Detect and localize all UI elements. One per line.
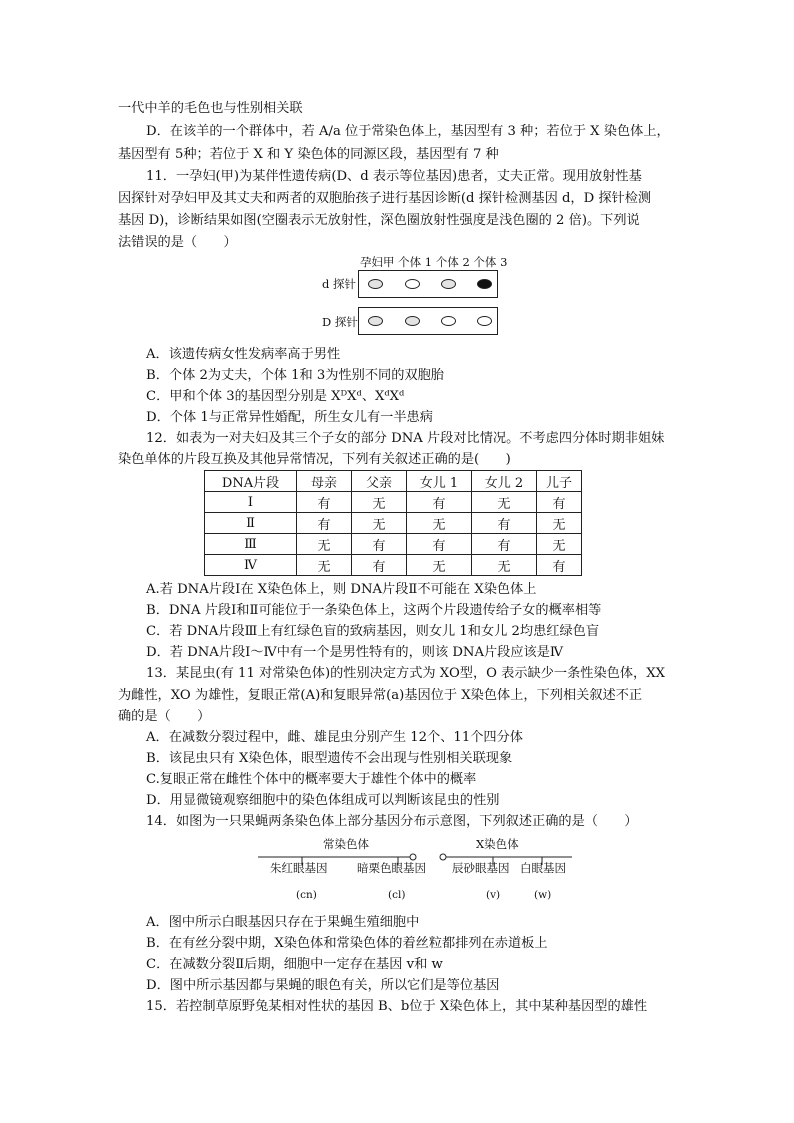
dna-fragment-table: [204, 470, 582, 576]
question-11-stem: 11．一孕妇(甲)为某伴性遗传病(D、d 表示等位基因)患者，丈夫正常。现用放射性基: [146, 169, 642, 184]
table-cell: 有: [407, 534, 472, 555]
table-cell: 有: [472, 513, 537, 534]
D-probe-spot: [368, 316, 383, 326]
gene-cl-symbol: (cl): [388, 889, 406, 901]
probe-header: 孕妇甲 个体 1 个体 2 个体 3: [360, 255, 508, 269]
gene-cn-symbol: (cn): [296, 889, 317, 901]
table-header-cell: 女儿 2: [472, 471, 537, 492]
table-cell: 无: [472, 555, 537, 576]
D-probe-spot: [477, 316, 492, 326]
table-cell: 有: [352, 555, 407, 576]
option-A: A．该遗传病女性发病率高于男性: [146, 347, 341, 362]
d-probe-spot: [368, 279, 383, 289]
question-11-stem: 法错误的是（ ）: [118, 235, 237, 250]
x-centromere: [440, 854, 446, 860]
question-13-stem: 为雌性，XO 为雄性，复眼正常(A)和复眼异常(a)基因位于 X染色体上，下列相关叙述不正: [118, 688, 643, 703]
table-header-row: [205, 471, 582, 492]
question-12-stem: 染色单体的片段互换及其他异常情况，下列有关叙述正确的是( ): [118, 452, 511, 467]
option-D: D．用显微镜观察细胞中的染色体组成可以判断该昆虫的性别: [146, 793, 500, 808]
option-D: D．若 DNA片段Ⅰ～Ⅳ中有一个是男性特有的，则该 DNA片段应该是Ⅳ: [146, 645, 564, 660]
question-15-stem: 15．若控制草原野兔某相对性状的基因 B、b位于 X染色体上，其中某种基因型的雄性: [146, 999, 648, 1014]
table-cell: 无: [537, 513, 582, 534]
table-cell: 无: [297, 555, 352, 576]
option-D: D．个体 1与正常异性婚配，所生女儿有一半患病: [146, 410, 433, 425]
option-A: A.若 DNA片段Ⅰ在 X染色体上，则 DNA片段Ⅱ不可能在 X染色体上: [146, 582, 537, 597]
text-line: 基因型有 5种；若位于 X 和 Y 染色体的同源区段，基因型有 7 种: [118, 147, 499, 162]
option-A: A．图中所示白眼基因只存在于果蝇生殖细胞中: [146, 915, 420, 930]
table-cell: 有: [352, 534, 407, 555]
table-row: [205, 513, 582, 534]
table-header-cell: 母亲: [297, 471, 352, 492]
gene-v-name: 辰砂眼基因: [452, 861, 510, 875]
table-cell: 无: [537, 534, 582, 555]
table-row: [205, 534, 582, 555]
question-14-stem: 14．如图为一只果蝇两条染色体上部分基因分布示意图，下列叙述正确的是（ ）: [146, 814, 638, 829]
option-C: C.复眼正常在雌性个体中的概率要大于雄性个体中的概率: [146, 772, 477, 787]
table-row: [205, 555, 582, 576]
option-B: B．在有丝分裂中期，X染色体和常染色体的着丝粒都排列在赤道板上: [146, 936, 548, 951]
D-probe-spot: [441, 316, 456, 326]
table-cell: 有: [407, 492, 472, 513]
text-line: D．在该羊的一个群体中，若 A/a 位于常染色体上，基因型有 3 种；若位于 X 染色体上，: [146, 124, 670, 139]
D-probe-spot: [405, 316, 420, 326]
question-13-stem: 13．某昆虫(有 11 对常染色体)的性别决定方式为 XO型，O 表示缺少一条性染色体，XX: [146, 666, 665, 681]
D-probe-row: [358, 307, 498, 335]
table-cell: 无: [352, 513, 407, 534]
option-C: C．甲和个体 3的基因型分别是 XᴰXᵈ、XᵈXᵈ: [146, 389, 405, 404]
d-probe-spot: [477, 279, 492, 289]
gene-w-symbol: (w): [534, 889, 552, 901]
table-header-cell: 女儿 1: [407, 471, 472, 492]
table-row: [205, 492, 582, 513]
option-B: B．DNA 片段Ⅰ和Ⅱ可能位于一条染色体上，这两个片段遗传给子女的概率相等: [146, 603, 602, 618]
table-cell: 无: [297, 534, 352, 555]
option-A: A．在减数分裂过程中，雌、雄昆虫分别产生 12个、11个四分体: [146, 730, 523, 745]
gene-w-name: 白眼基因: [520, 861, 566, 875]
option-B: B．个体 2为丈夫，个体 1和 3为性别不同的双胞胎: [146, 368, 444, 383]
table-header-cell: 儿子: [537, 471, 582, 492]
question-11-stem: 基因 D)，诊断结果如图(空圈表示无放射性，深色圈放射性强度是浅色圈的 2 倍)。下列说: [118, 213, 640, 228]
table-cell: 无: [407, 513, 472, 534]
option-D: D．图中所示基因都与果蝇的眼色有关，所以它们是等位基因: [146, 978, 500, 993]
table-cell: Ⅳ: [205, 555, 297, 576]
table-cell: 无: [407, 555, 472, 576]
table-cell: Ⅱ: [205, 513, 297, 534]
question-12-stem: 12．如表为一对夫妇及其三个子女的部分 DNA 片段对比情况。不考虑四分体时期非姐妹: [146, 431, 665, 446]
gene-v-symbol: (v): [486, 889, 501, 901]
gene-cl-name: 暗栗色眼基因: [357, 861, 426, 875]
text-line: 一代中羊的毛色也与性别相关联: [118, 101, 303, 116]
table-cell: 无: [352, 492, 407, 513]
question-13-stem: 确的是（ ）: [118, 709, 211, 724]
autosome-label: 常染色体: [323, 837, 369, 851]
option-B: B．该昆虫只有 X染色体，眼型遗传不会出现与性别相关联现象: [146, 751, 513, 766]
D-probe-label: D 探针: [322, 315, 358, 329]
option-C: C．若 DNA片段Ⅲ上有红绿色盲的致病基因，则女儿 1和女儿 2均患红绿色盲: [146, 624, 600, 639]
d-probe-row: [358, 270, 498, 298]
table-cell: 有: [472, 534, 537, 555]
table-header-cell: DNA片段: [205, 471, 297, 492]
option-C: C．在减数分裂Ⅱ后期，细胞中一定存在基因 v和 w: [146, 957, 443, 972]
d-probe-label: d 探针: [322, 277, 357, 291]
question-11-stem: 因探针对孕妇甲及其丈夫和两者的双胞胎孩子进行基因诊断(d 探针检测基因 d，D 探针检测: [118, 191, 652, 206]
x-chromosome-label: X染色体: [476, 837, 519, 851]
table-cell: 有: [297, 513, 352, 534]
d-probe-spot: [441, 279, 456, 289]
table-cell: Ⅲ: [205, 534, 297, 555]
table-cell: 有: [297, 492, 352, 513]
table-header-cell: 父亲: [352, 471, 407, 492]
table-cell: Ⅰ: [205, 492, 297, 513]
table-cell: 无: [472, 492, 537, 513]
table-cell: 有: [537, 492, 582, 513]
table-cell: 有: [537, 555, 582, 576]
gene-cn-name: 朱红眼基因: [270, 861, 328, 875]
d-probe-spot: [405, 279, 420, 289]
